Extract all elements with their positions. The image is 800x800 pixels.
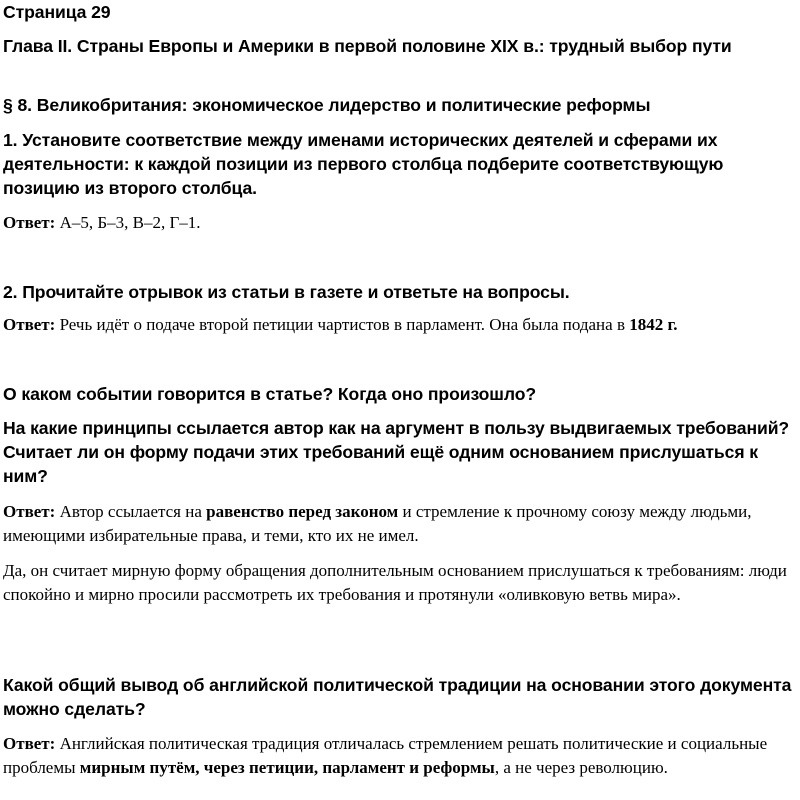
section-title: § 8. Великобритания: экономическое лидерство и политические реформы [3, 95, 651, 115]
answer-principles-post: и стремление к прочному союзу между людьми, имеющими избирательные права, и теми, кто их не имел. [3, 502, 752, 545]
answer-1-text: А–5, Б–3, В–2, Г–1. [55, 213, 201, 232]
answer-principles [3, 500, 798, 548]
question-principles: На какие принципы ссылается автор как на аргумент в пользу выдвигаемых требований? Считает ли он форму подачи этих требований ещё одним основанием прислушаться к ним? [3, 418, 790, 486]
answer-label: Ответ: [3, 315, 56, 334]
page-number: Страница 29 [3, 2, 111, 22]
question-2: 2. Прочитайте отрывок из статьи в газете и ответьте на вопросы. [3, 282, 570, 302]
answer-conclusion-bold: мирным путём, через петиции, парламент и реформы [79, 758, 495, 777]
answer-label: Ответ: [3, 213, 56, 232]
answer-principles-bold: равенство перед законом [206, 502, 399, 521]
answer-1 [3, 211, 798, 235]
answer-2-text: Речь идёт о подаче второй петиции чартистов в парламент. Она была подана в [55, 315, 630, 334]
answer-2 [3, 313, 798, 337]
answer-label: Ответ: [3, 734, 56, 753]
question-event: О каком событии говорится в статье? Когда оно произошло? [3, 384, 537, 404]
answer-2-year: 1842 г. [629, 315, 678, 334]
answer-label: Ответ: [3, 502, 56, 521]
answer-conclusion-post: , а не через революцию. [494, 758, 668, 777]
answer-principles-pre: Автор ссылается на [55, 502, 207, 521]
chapter-title: Глава II. Страны Европы и Америки в первой половине XIX в.: трудный выбор пути [3, 36, 732, 56]
answer-conclusion-pre: Английская политическая традиция отличалась стремлением решать политические и социальные проблемы [3, 734, 768, 777]
answer-conclusion [3, 732, 798, 780]
question-1: 1. Установите соответствие между именами исторических деятелей и сферами их деятельности: к каждой позиции из первого столбца подберите соответствующую позицию из второго столбца. [3, 130, 724, 198]
answer-principles-extra: Да, он считает мирную форму обращения дополнительным основанием прислушаться к требованиям: люди спокойно и мирно просили рассмотреть их требования и протянули «оливковую ветвь мира». [3, 561, 787, 604]
question-conclusion: Какой общий вывод об английской политической традиции на основании этого документа можно сделать? [3, 675, 792, 719]
